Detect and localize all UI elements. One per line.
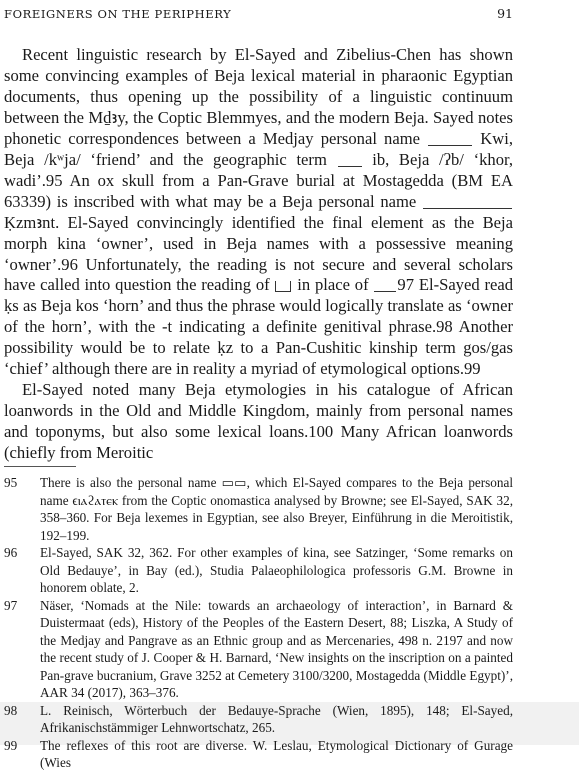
text-run: Recent linguistic research by El-Sayed and Zibelius-Chen has shown some convincing examples of Beja lexical material in pharaonic Egyptian documents, thus opening up the possibility of a linguistic continuum between the Mḏꜣy, the Coptic Blemmyes, and the modern Beja. Sayed notes phonetic correspondences between a Medjay personal name	[4, 45, 513, 148]
hieroglyph-sign	[275, 281, 291, 292]
footnote-text: El-Sayed, SAK 32, 362. For other examples of kina, see Satzinger, ‘Some remarks on Old Bedauye’, in Bay (ed.), Studia Palaeophilologica professoris G.M. Browne in honorem oblate, 2.	[40, 545, 513, 595]
footnote-number: 96	[4, 545, 18, 560]
text-run: in place of	[292, 275, 374, 295]
page-header	[4, 6, 513, 24]
footnote	[0, 737, 579, 770]
hieroglyph-ib	[338, 154, 362, 167]
footnote-number: 97	[4, 597, 18, 613]
footnote	[4, 597, 513, 702]
footnote-rule	[4, 466, 76, 467]
footnote-text: Näser, ‘Nomads at the Nile: towards an archaeology of interaction’, in Barnard & Duistermaat (eds), History of the Peoples of the Eastern Desert, 88; Liszka, A Study of the Medjay and Pangrave as an Ethnic group and as Mercenaries, 498 n. 2197 and now the recent study of J. Cooper & H. Barnard, ‘New insights on the inscription on a painted Pan-grave bucranium, Grave 3252 at Cemetery 3100/3200, Mostagedda (Middle Egypt)’, AAR 34 (2017), 363–376.	[40, 597, 513, 700]
body-text	[4, 45, 513, 464]
footnote-number: 95	[4, 475, 18, 490]
paragraph	[4, 380, 513, 464]
text-run: Ḳzmꜣnt. El-Sayed convincingly identified the final element as the Beja morph kina ‘owner’, used in Beja names with a possessive meaning ‘owner’.96 Unfortunately, the reading is not secure and several scholars have called into question the reading of	[4, 212, 513, 295]
hieroglyph-kzmant	[423, 196, 512, 209]
footnote-number: 98	[4, 702, 18, 718]
footnote	[4, 474, 513, 544]
footnote-number: 99	[4, 737, 18, 753]
footnote	[4, 544, 513, 597]
hieroglyph-kwi	[428, 133, 472, 146]
text-run: El-Sayed noted many Beja etymologies in his catalogue of African loanwords in the Old and Middle Kingdom, mainly from personal names and toponyms, but also some lexical loans.100 Many African loanwords (chiefly from Meroitic	[4, 380, 513, 463]
running-head: FOREIGNERS ON THE PERIPHERY	[4, 7, 232, 21]
footnote-text: There is also the personal name ▭▭, which El-Sayed compares to the Beja personal name ϵⲓⲁϩⲁⲧⲉⲕ from the Coptic onomastica analysed by Browne; see El-Sayed, SAK 32, 358–360. For Beja lexemes in Egyptian, see also Breyer, Einführung in die Meroitistik, 192–199.	[40, 475, 513, 543]
footnote-text: The reflexes of this root are diverse. W. Leslau, Etymological Dictionary of Gurage (Wies	[40, 737, 513, 770]
hieroglyph-sign	[374, 279, 396, 292]
text-run: ib, Beja /ʔb/ ‘khor, wadi’.95 An ox skull from a Pan-Grave burial at Mostagedda (BM EA 63339) is inscribed with what may be a Beja personal name	[4, 149, 513, 211]
footnote	[0, 702, 579, 737]
text-run: 97 El-Sayed read ḳs as Beja kos ‘horn’ and thus the phrase would logically translate as ‘owner of the horn’, with the -t indicating a definite genitival phrase.98 Another possibility would be to relate ḳz to a Pan-Cushitic kinship term gos/gas ‘chief’ although there are in reality a myriad of etymological options.99	[4, 275, 514, 379]
text-run: Kwi, Beja /kʷja/ ‘friend’ and the geographic term	[4, 128, 513, 169]
footnotes	[4, 474, 513, 770]
footnote-text: L. Reinisch, Wörterbuch der Bedauye-Sprache (Wien, 1895), 148; El-Sayed, Afrikanischstämmiger Lehnwortschatz, 265.	[40, 702, 513, 735]
page-number: 91	[497, 6, 513, 21]
paragraph	[4, 45, 513, 380]
